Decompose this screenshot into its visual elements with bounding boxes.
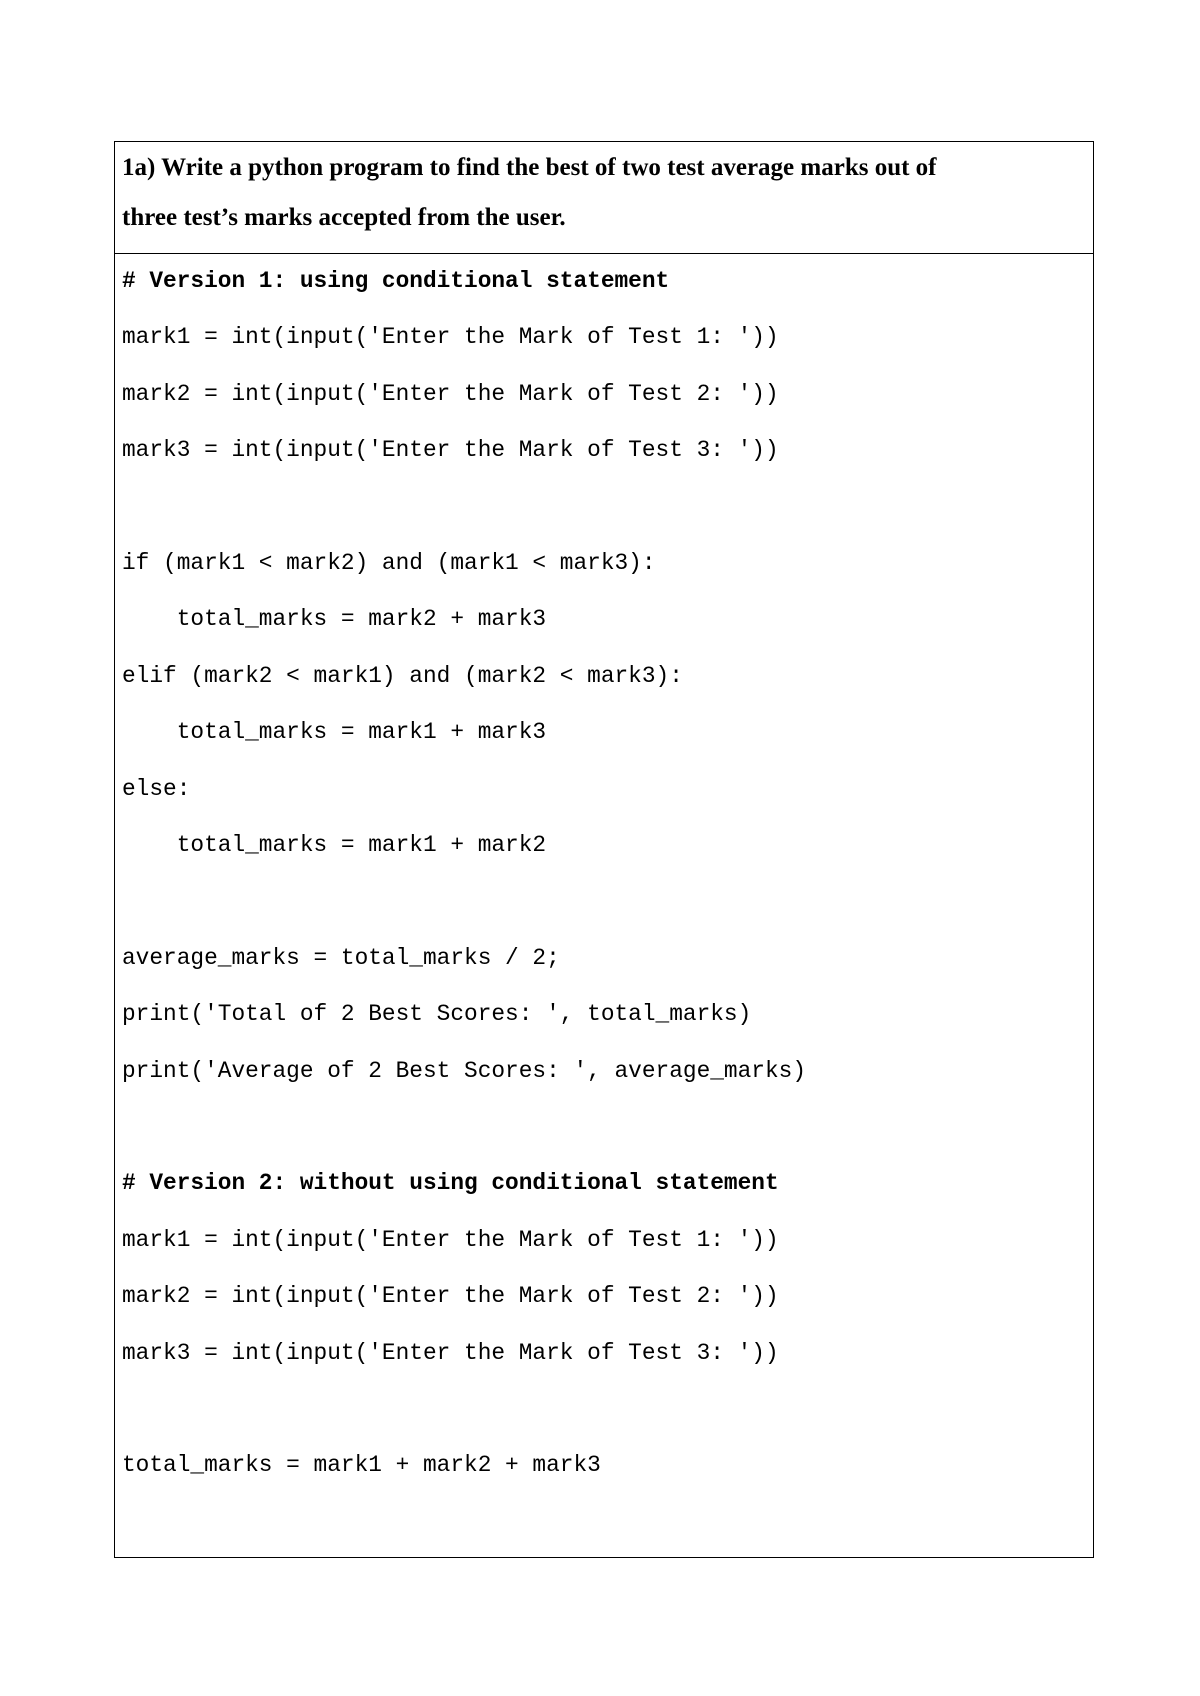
question-heading-cell — [115, 142, 1093, 254]
code-comment-line: # Version 2: without using conditional statement — [122, 1170, 779, 1197]
question-title-line-2: three test’s marks accepted from the user. — [122, 204, 566, 231]
code-line: mark3 = int(input('Enter the Mark of Test 3: ')) — [122, 437, 779, 464]
code-comment-line: # Version 1: using conditional statement — [122, 268, 670, 294]
code-line: print('Total of 2 Best Scores: ', total_marks) — [122, 1001, 752, 1028]
code-line: mark1 = int(input('Enter the Mark of Test 1: ')) — [122, 1226, 779, 1253]
code-line: if (mark1 < mark2) and (mark1 < mark3): — [122, 550, 656, 576]
code-line: total_marks = mark1 + mark2 — [122, 832, 547, 858]
code-line: mark2 = int(input('Enter the Mark of Test 2: ')) — [122, 1283, 779, 1310]
code-line: else: — [122, 775, 191, 802]
code-line: elif (mark2 < mark1) and (mark2 < mark3): — [122, 662, 683, 689]
code-line: mark1 = int(input('Enter the Mark of Test 1: ')) — [122, 324, 779, 351]
code-block — [122, 254, 1093, 1557]
question-table — [114, 141, 1094, 1558]
code-line: total_marks = mark1 + mark3 — [122, 719, 547, 746]
code-line: total_marks = mark2 + mark3 — [122, 606, 547, 633]
code-line: mark3 = int(input('Enter the Mark of Test 3: ')) — [122, 1339, 779, 1366]
code-line: total_marks = mark1 + mark2 + mark3 — [122, 1452, 601, 1479]
question-title-line-1: 1a) Write a python program to find the best of two test average marks out of — [122, 154, 937, 181]
code-line: average_marks = total_marks / 2; — [122, 944, 560, 971]
code-line: print('Average of 2 Best Scores: ', average_marks) — [122, 1057, 807, 1084]
code-line: mark2 = int(input('Enter the Mark of Test 2: ')) — [122, 380, 779, 407]
